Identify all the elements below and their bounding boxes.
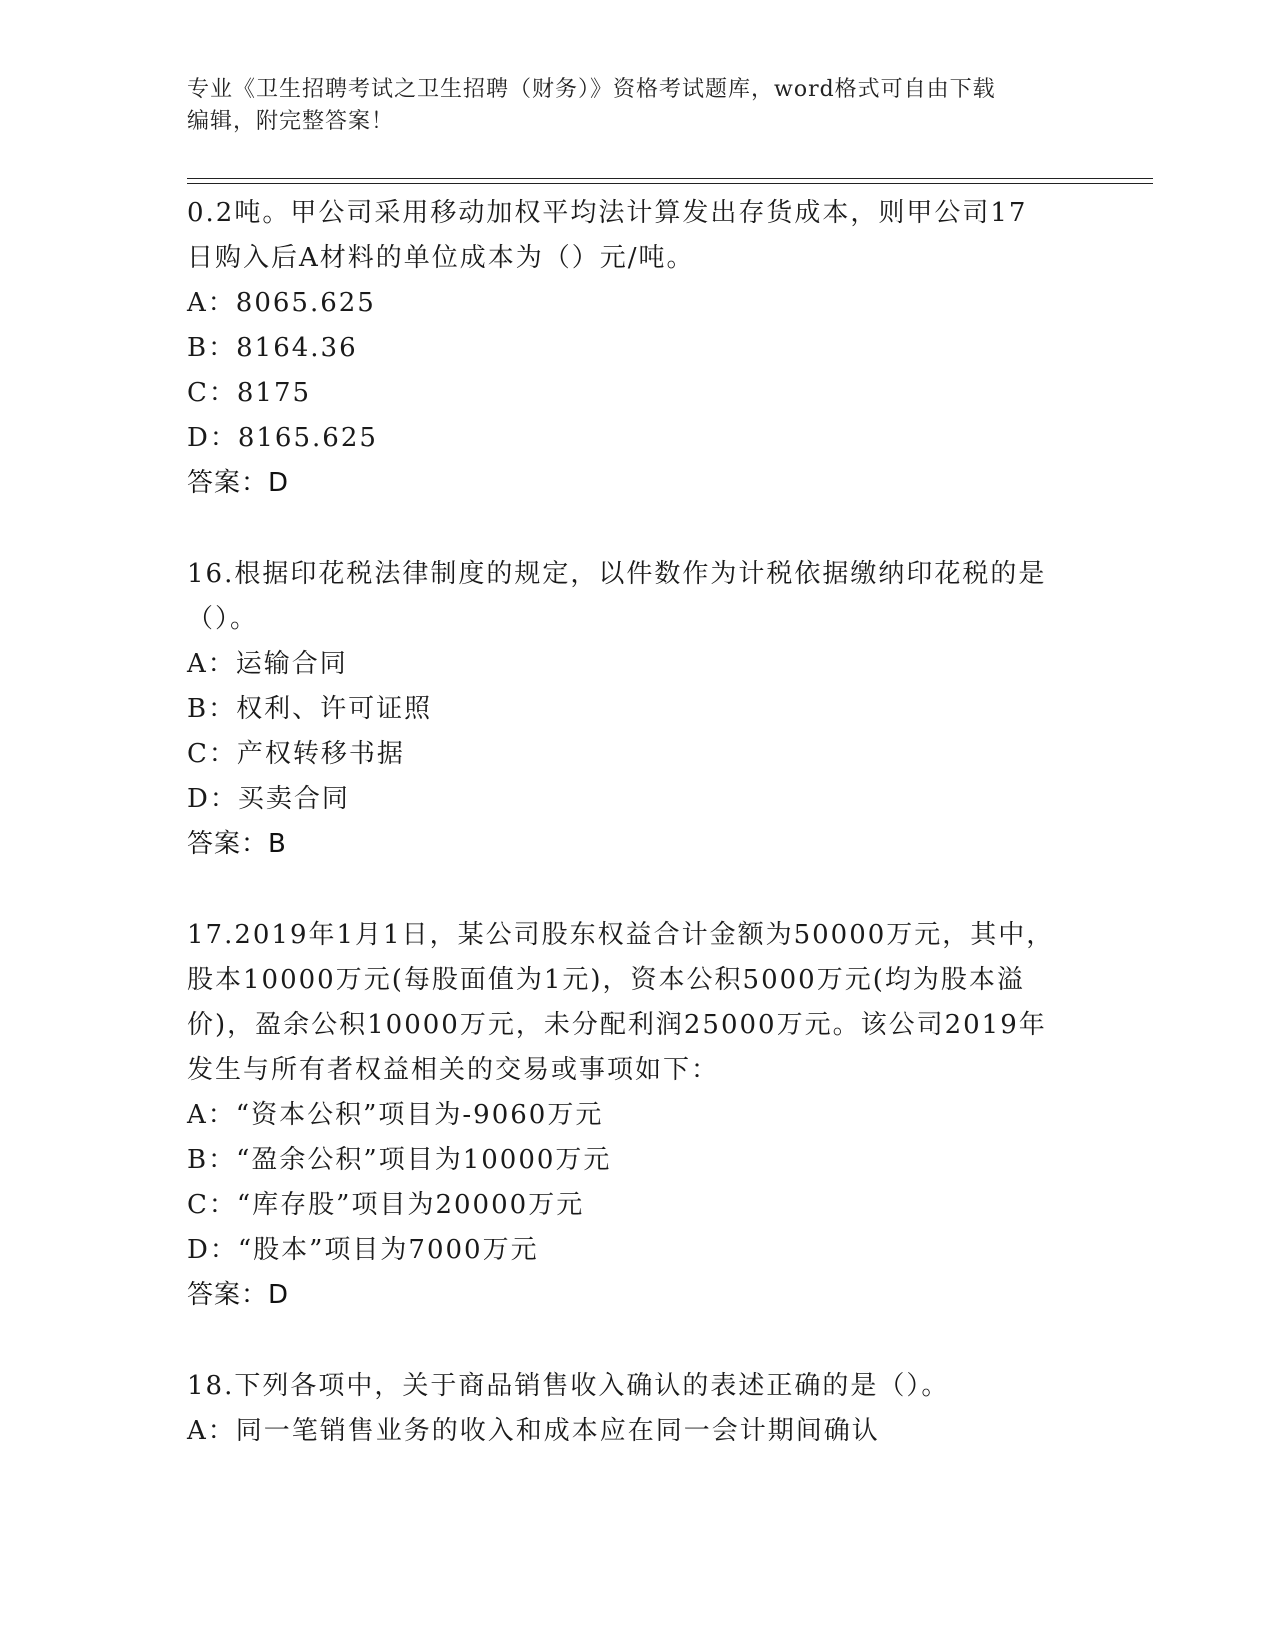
question-stem-line: 16.根据印花税法律制度的规定，以件数作为计税依据缴纳印花税的是: [187, 559, 1047, 589]
question-block: [187, 1364, 1087, 1454]
option-d: D：“股本”项目为7000万元: [187, 1235, 539, 1265]
header-line-2: 编辑，附完整答案！: [187, 109, 395, 134]
option-b: B：权利、许可证照: [187, 694, 433, 724]
option-a: A：运输合同: [187, 649, 348, 679]
option-a: A：8065.625: [187, 288, 376, 318]
question-stem-line: 价)，盈余公积10000万元，未分配利润25000万元。该公司2019年: [187, 1010, 1047, 1040]
question-block: [187, 552, 1087, 867]
document-header: [187, 74, 1067, 138]
question-list: [187, 191, 1087, 1454]
option-c: C：产权转移书据: [187, 739, 405, 769]
option-b: B：8164.36: [187, 333, 358, 363]
question-stem-line: 0.2吨。甲公司采用移动加权平均法计算发出存货成本，则甲公司17: [187, 198, 1028, 228]
question-stem-line: 18.下列各项中，关于商品销售收入确认的表述正确的是（）。: [187, 1371, 950, 1401]
option-c: C：8175: [187, 378, 312, 408]
header-divider-top: [187, 178, 1153, 179]
answer-line: 答案：D: [187, 468, 290, 498]
question-stem-line: 日购入后A材料的单位成本为（）元/吨。: [187, 243, 695, 273]
option-d: D：买卖合同: [187, 784, 350, 814]
option-b: B：“盈余公积”项目为10000万元: [187, 1145, 612, 1175]
question-stem-line: 发生与所有者权益相关的交易或事项如下：: [187, 1055, 720, 1085]
question-stem-line: （）。: [187, 604, 259, 634]
option-c: C：“库存股”项目为20000万元: [187, 1190, 585, 1220]
question-block: [187, 191, 1087, 506]
question-block: [187, 913, 1087, 1318]
option-a: A：同一笔销售业务的收入和成本应在同一会计期间确认: [187, 1416, 880, 1446]
question-stem-line: 17.2019年1月1日，某公司股东权益合计金额为50000万元，其中，: [187, 920, 1055, 950]
answer-line: 答案：B: [187, 829, 287, 859]
question-stem-line: 股本10000万元(每股面值为1元)，资本公积5000万元(均为股本溢: [187, 965, 1025, 995]
answer-line: 答案：D: [187, 1280, 290, 1310]
header-divider-bottom: [187, 183, 1153, 184]
header-line-1: 专业《卫生招聘考试之卫生招聘（财务）》资格考试题库，word格式可自由下载: [187, 77, 996, 102]
option-d: D：8165.625: [187, 423, 378, 453]
option-a: A：“资本公积”项目为-9060万元: [187, 1100, 604, 1130]
